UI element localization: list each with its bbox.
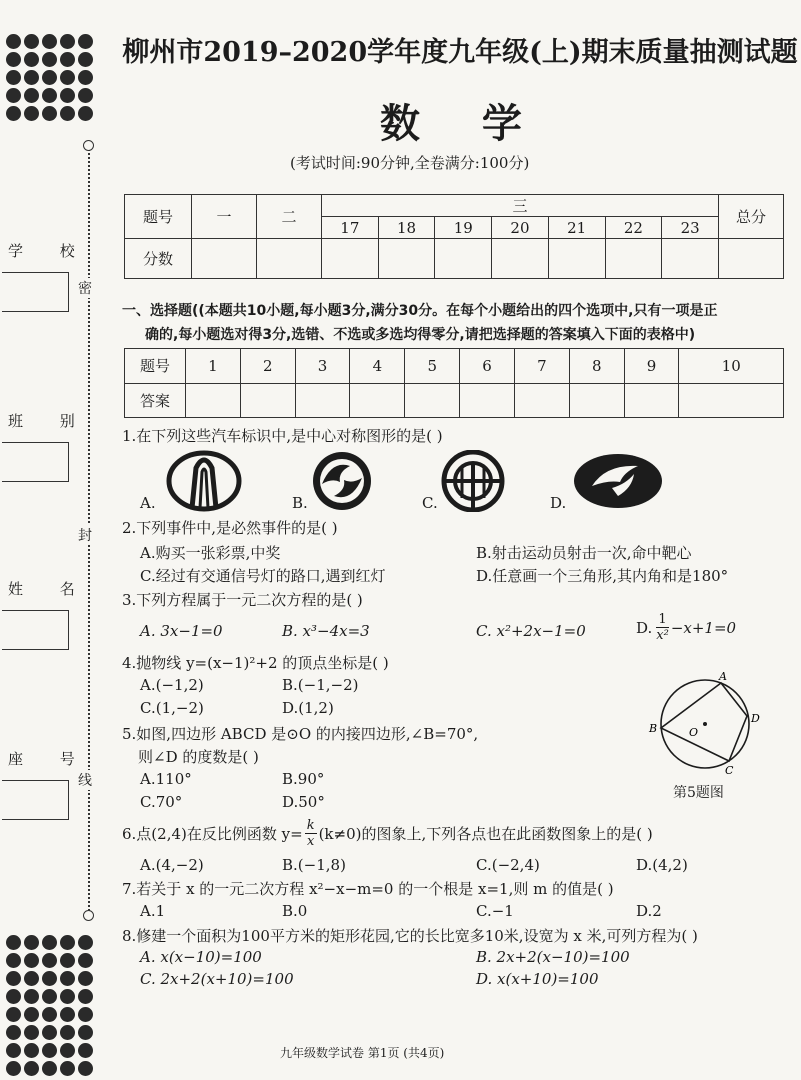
- q4-option-c: C.(1,−2): [140, 699, 204, 717]
- q5-figure-caption: 第5题图: [673, 785, 724, 801]
- car-logo-c-icon: [440, 450, 506, 512]
- answer-row-label: 答案: [125, 383, 186, 418]
- q4-option-b: B.(−1,−2): [282, 676, 359, 694]
- q5-figure: [645, 670, 770, 780]
- answer-col-9: 9: [624, 349, 679, 384]
- q1-option-c: C.: [422, 494, 438, 512]
- q2-option-a: A.购买一张彩票,中奖: [140, 544, 281, 562]
- score-col-17: 17: [322, 217, 379, 239]
- q3-option-d-denominator: x²: [656, 628, 669, 643]
- score-cell[interactable]: [662, 239, 719, 279]
- answer-col-8: 8: [569, 349, 624, 384]
- answer-cell[interactable]: [679, 383, 784, 418]
- q3-text: 3.下列方程属于一元二次方程的是( ): [122, 591, 363, 609]
- name-label: 姓 名: [8, 580, 91, 598]
- score-cell[interactable]: [378, 239, 435, 279]
- q4-text: 4.抛物线 y=(x−1)²+2 的顶点坐标是( ): [122, 654, 389, 672]
- score-col-19: 19: [435, 217, 492, 239]
- class-label: 班 别: [8, 412, 91, 430]
- q8-option-a: A. x(x−10)=100: [140, 948, 262, 966]
- score-cell[interactable]: [492, 239, 549, 279]
- answer-cell[interactable]: [295, 383, 350, 418]
- section1-instructions-line2: 确的,每小题选对得3分,选错、不选或多选均得零分,请把选择题的答案填入下面的表格中): [145, 327, 696, 343]
- q5-option-a: A.110°: [140, 770, 192, 788]
- binding-ring-bottom: [83, 910, 94, 921]
- answer-col-5: 5: [405, 349, 460, 384]
- score-cell[interactable]: [605, 239, 662, 279]
- score-col-21: 21: [548, 217, 605, 239]
- q8-text: 8.修建一个面积为100平方米的矩形花园,它的长比宽多10米,设宽为 x 米,可列方程为( ): [122, 927, 698, 945]
- exam-title: 柳州市2019–2020学年度九年级(上)期末质量抽测试题: [122, 37, 798, 68]
- answer-col-7: 7: [514, 349, 569, 384]
- school-label: 学 校: [8, 242, 91, 260]
- car-logo-b-icon: [310, 450, 374, 512]
- q1-option-a: A.: [140, 494, 156, 512]
- q6-text-prefix: 6.点(2,4)在反比例函数 y=: [122, 825, 303, 843]
- score-col-18: 18: [378, 217, 435, 239]
- q3-option-d-suffix: −x+1=0: [670, 618, 737, 637]
- q7-text: 7.若关于 x 的一元二次方程 x²−x−m=0 的一个根是 x=1,则 m 的值是( ): [122, 880, 614, 898]
- decorative-dots-top: [6, 34, 93, 121]
- q5-option-d: D.50°: [282, 793, 325, 811]
- q6-option-d: D.(4,2): [636, 856, 688, 874]
- q5-label-b: B: [649, 722, 658, 735]
- q7-option-b: B.0: [282, 902, 308, 920]
- answer-cell[interactable]: [569, 383, 624, 418]
- q3-option-c: C. x²+2x−1=0: [476, 622, 586, 640]
- seal-word-xian: 线: [78, 770, 92, 790]
- decorative-dots-bottom: [6, 935, 93, 1076]
- answer-cell[interactable]: [624, 383, 679, 418]
- q3-option-b: B. x³−4x=3: [282, 622, 370, 640]
- q5-quadrilateral: [661, 683, 747, 761]
- school-field[interactable]: [2, 272, 69, 312]
- score-table-header-total: 总分: [719, 195, 784, 239]
- answer-col-6: 6: [460, 349, 515, 384]
- q6-text-suffix: (k≠0)的图象上,下列各点也在此函数图象上的是( ): [318, 825, 653, 843]
- q6-frac-denominator: x: [306, 834, 315, 849]
- q6-option-c: C.(−2,4): [476, 856, 540, 874]
- q1-option-d: D.: [550, 494, 567, 512]
- q5-option-b: B.90°: [282, 770, 325, 788]
- q5-label-o: O: [689, 726, 699, 739]
- q6-text: [122, 818, 653, 849]
- score-cell[interactable]: [192, 239, 257, 279]
- car-logo-d-icon: [572, 452, 664, 510]
- score-cell[interactable]: [435, 239, 492, 279]
- q5-text-line2: 则∠D 的度数是( ): [138, 748, 259, 766]
- score-col-23: 23: [662, 217, 719, 239]
- section1-instructions-line1: 一、选择题((本题共10小题,每小题3分,满分30分。在每个小题给出的四个选项中,只有一项是正: [122, 303, 718, 319]
- q8-option-b: B. 2x+2(x−10)=100: [476, 948, 630, 966]
- answer-table: [124, 348, 784, 418]
- q5-text-line1: 5.如图,四边形 ABCD 是⊙O 的内接四边形,∠B=70°,: [122, 725, 479, 743]
- answer-col-10: 10: [679, 349, 784, 384]
- answer-cell[interactable]: [350, 383, 405, 418]
- score-col-22: 22: [605, 217, 662, 239]
- class-field[interactable]: [2, 442, 69, 482]
- q4-option-a: A.(−1,2): [140, 676, 204, 694]
- score-cell[interactable]: [322, 239, 379, 279]
- score-cell[interactable]: [257, 239, 322, 279]
- q2-option-b: B.射击运动员射击一次,命中靶心: [476, 544, 692, 562]
- answer-col-1: 1: [186, 349, 241, 384]
- score-table: [124, 194, 784, 279]
- seal-word-mi: 密: [78, 278, 92, 298]
- answer-col-4: 4: [350, 349, 405, 384]
- score-cell[interactable]: [719, 239, 784, 279]
- answer-cell[interactable]: [460, 383, 515, 418]
- answer-col-2: 2: [240, 349, 295, 384]
- exam-info: (考试时间:90分钟,全卷满分:100分): [290, 154, 530, 172]
- q5-center-point: [703, 722, 707, 726]
- seat-label: 座 号: [8, 750, 91, 768]
- answer-cell[interactable]: [240, 383, 295, 418]
- seat-field[interactable]: [2, 780, 69, 820]
- page-footer: 九年级数学试卷 第1页 (共4页): [280, 1046, 445, 1060]
- q3-option-a: A. 3x−1=0: [140, 622, 223, 640]
- q5-label-d: D: [751, 712, 760, 725]
- seal-word-feng: 封: [78, 525, 92, 545]
- q4-option-d: D.(1,2): [282, 699, 334, 717]
- q2-option-c: C.经过有交通信号灯的路口,遇到红灯: [140, 567, 386, 585]
- score-cell[interactable]: [548, 239, 605, 279]
- score-row-label: 分数: [125, 239, 192, 279]
- score-col-20: 20: [492, 217, 549, 239]
- q2-option-d: D.任意画一个三角形,其内角和是180°: [476, 567, 729, 585]
- binding-ring-top: [83, 140, 94, 151]
- name-field[interactable]: [2, 610, 69, 650]
- q7-option-d: D.2: [636, 902, 662, 920]
- answer-cell[interactable]: [405, 383, 460, 418]
- answer-cell[interactable]: [514, 383, 569, 418]
- answer-table-header: 题号: [125, 349, 186, 384]
- q8-option-c: C. 2x+2(x+10)=100: [140, 970, 294, 988]
- q1-text: 1.在下列这些汽车标识中,是中心对称图形的是( ): [122, 427, 443, 445]
- q1-option-b: B.: [292, 494, 308, 512]
- score-table-header-er: 二: [257, 195, 322, 239]
- q7-option-a: A.1: [140, 902, 166, 920]
- q5-option-c: C.70°: [140, 793, 183, 811]
- q2-text: 2.下列事件中,是必然事件的是( ): [122, 519, 338, 537]
- score-table-header-yi: 一: [192, 195, 257, 239]
- score-table-header-san: 三: [322, 195, 719, 217]
- answer-col-3: 3: [295, 349, 350, 384]
- car-logo-a-icon: [166, 450, 242, 512]
- q3-option-d-numerator: 1: [658, 612, 667, 627]
- q3-option-d-prefix: D.: [636, 618, 653, 637]
- q5-label-a: A: [719, 670, 727, 683]
- q8-option-d: D. x(x+10)=100: [476, 970, 599, 988]
- subject-title: 数 学: [380, 100, 546, 147]
- q7-option-c: C.−1: [476, 902, 514, 920]
- answer-cell[interactable]: [186, 383, 241, 418]
- q6-option-b: B.(−1,8): [282, 856, 346, 874]
- q5-label-c: C: [725, 764, 734, 777]
- q6-frac-numerator: k: [306, 818, 315, 833]
- score-table-header-tihao: 题号: [125, 195, 192, 239]
- q3-option-d: [636, 612, 736, 643]
- q6-option-a: A.(4,−2): [140, 856, 204, 874]
